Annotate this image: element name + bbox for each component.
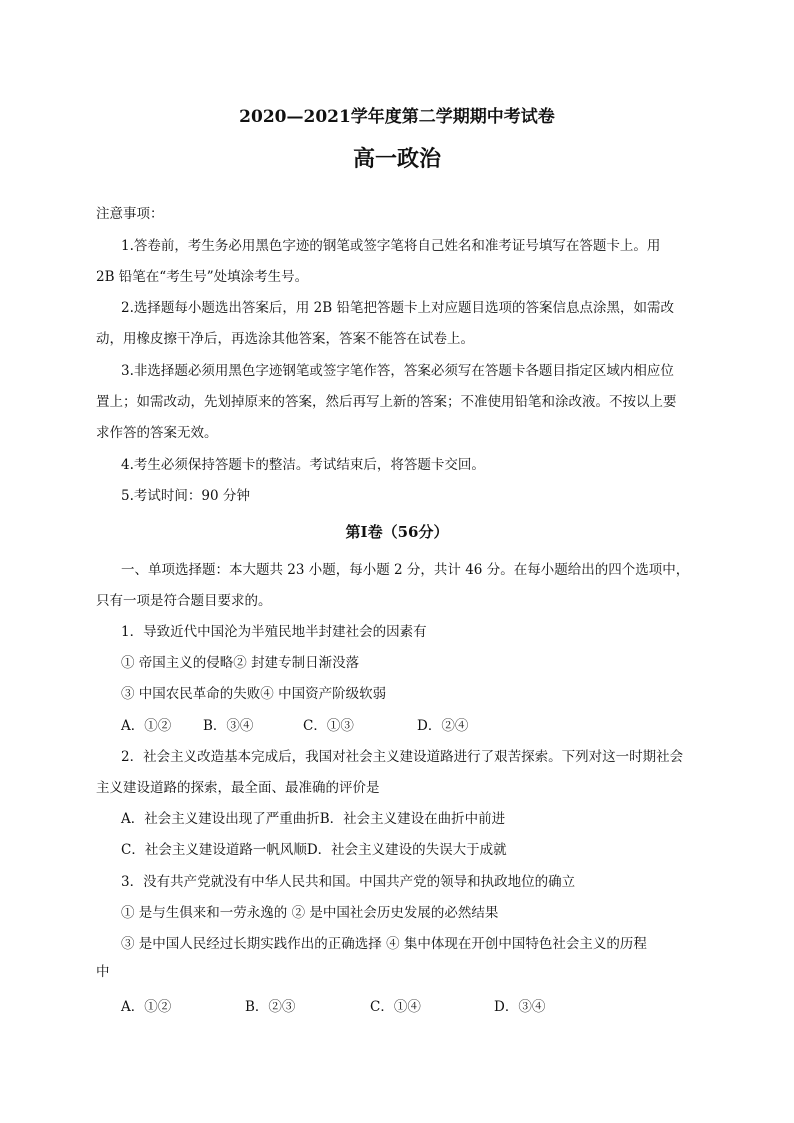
question-item: ③ 是中国人民经过长期实践作出的正确选择 ④ 集中体现在开创中国特色社会主义的历程 [121,936,647,952]
notice-line: 动，用橡皮擦干净后，再选涂其他答案，答案不能答在试卷上。 [96,331,474,347]
question-item: ③ 中国农民革命的失败④ 中国资产阶级软弱 [121,686,387,702]
section-instruction: 一、单项选择题：本大题共 23 小题，每小题 2 分，共计 46 分。在每小题给出的四个选项中， [121,562,690,578]
notice-line: 4.考生必须保持答题卡的整洁。考试结束后，将答题卡交回。 [121,457,485,473]
section-heading: 第Ⅰ卷（56分） [345,523,449,541]
option-d: D．③④ [494,999,546,1015]
notice-line: 1.答卷前，考生务必用黑色字迹的钢笔或签字笔将自己姓名和准考证号填写在答题卡上。用 [121,238,661,254]
question-stem: 主义建设道路的探索，最全面、最准确的评价是 [96,780,380,796]
option-d: D．②④ [417,718,469,734]
question-item: ① 帝国主义的侵略② 封建专制日渐没落 [121,655,360,671]
notice-line: 2.选择题每小题选出答案后，用 2B 铅笔把答题卡上对应题目选项的答案信息点涂黑，如需改 [121,300,674,316]
notice-line: 5.考试时间：90 分钟 [121,488,250,504]
question-stem: 3．没有共产党就没有中华人民共和国。中国共产党的领导和执政地位的确立 [121,874,576,890]
question-stem: 1．导致近代中国沦为半殖民地半封建社会的因素有 [121,624,427,640]
question-item: 中 [96,964,110,980]
option-b: B．③④ [203,718,254,734]
question-stem: 2．社会主义改造基本完成后，我国对社会主义建设道路进行了艰苦探索。下列对这一时期社会 [121,749,684,765]
option-c: C．①③ [303,718,354,734]
option-c: C．①④ [370,999,421,1015]
notice-line: 求作答的答案无效。 [96,425,218,441]
exam-title: 2020—2021学年度第二学期期中考试卷 [239,107,555,127]
notice-line: 3.非选择题必须用黑色字迹钢笔或签字笔作答，答案必须写在答题卡各题目指定区域内相应位 [121,363,674,379]
notice-line: 置上；如需改动，先划掉原来的答案，然后再写上新的答案；不准使用铅笔和涂改液。不按以上要 [96,394,677,410]
notice-line: 2B 铅笔在“考生号”处填涂考生号。 [96,269,309,285]
option-a: A．①② [121,999,172,1015]
subject-title: 高一政治 [352,146,441,172]
section-instruction: 只有一项是符合题目要求的。 [96,593,272,609]
option-a: A．①② [121,718,172,734]
question-item: ① 是与生俱来和一劳永逸的 ② 是中国社会历史发展的必然结果 [121,905,499,921]
option-b: B．②③ [245,999,296,1015]
notice-heading: 注意事项： [96,206,164,222]
question-option-row: C．社会主义建设道路一帆风顺D．社会主义建设的失误大于成就 [121,842,507,858]
question-option-row: A．社会主义建设出现了严重曲折B．社会主义建设在曲折中前进 [121,811,506,827]
